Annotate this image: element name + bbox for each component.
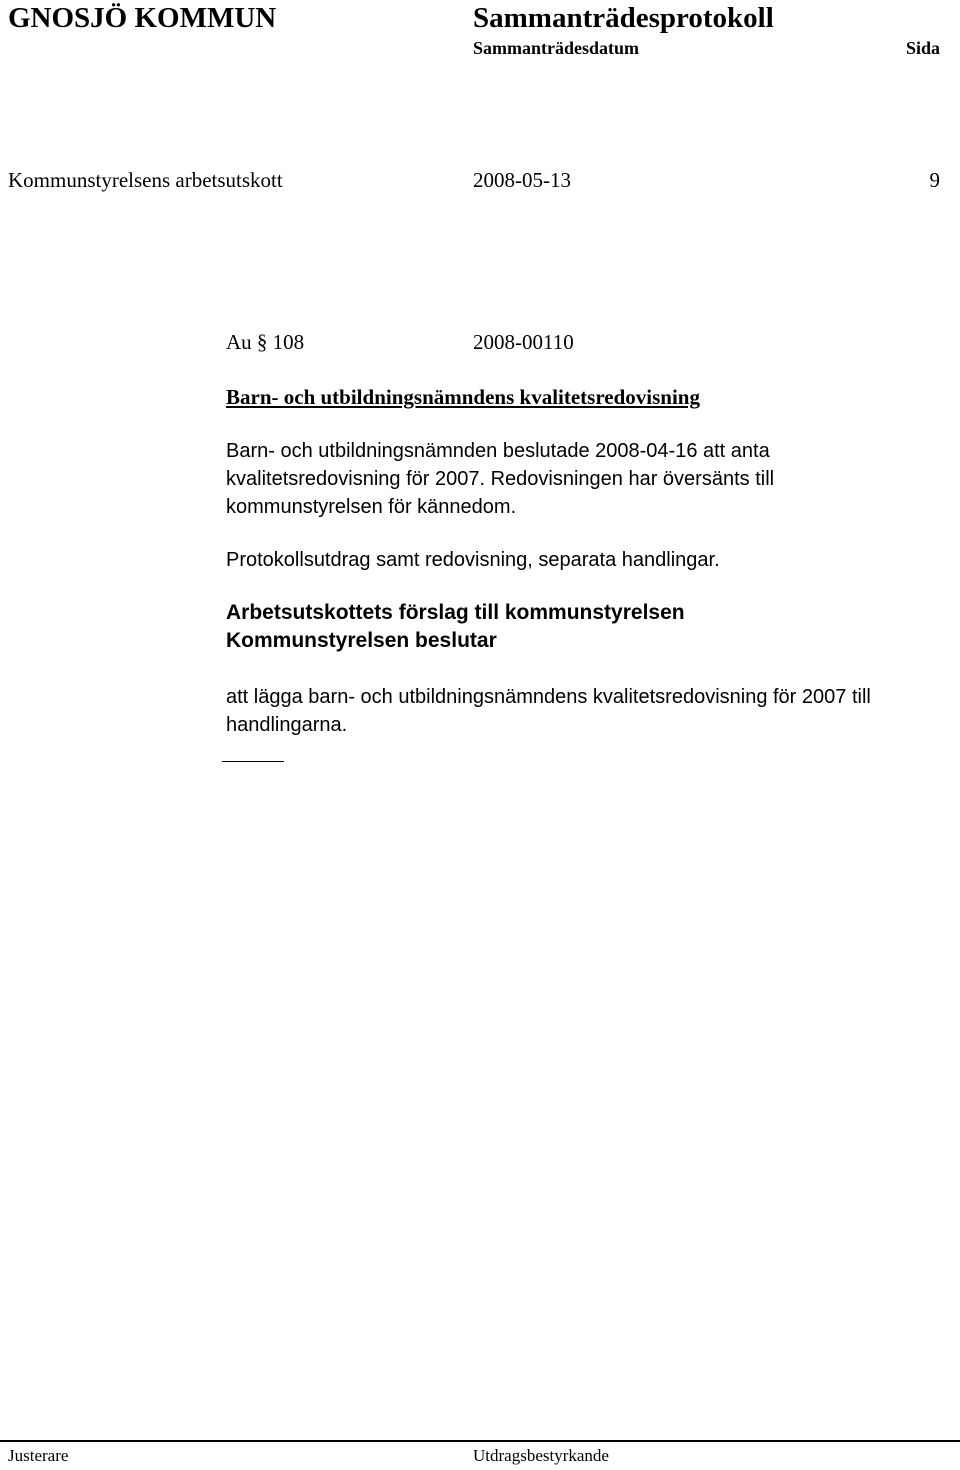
end-of-item-rule (222, 761, 284, 762)
page-label: Sida (905, 38, 940, 58)
footer-utdragsbestyrkande-label: Utdragsbestyrkande (473, 1446, 609, 1465)
proposal-heading: Arbetsutskottets förslag till kommunstyrelsen (226, 601, 685, 624)
paragraph-reference: Au § 108 (226, 330, 305, 354)
case-number: 2008-00110 (473, 330, 574, 354)
footer-justerare-label: Justerare (8, 1446, 69, 1465)
decision-heading: Kommunstyrelsen beslutar (226, 629, 497, 652)
page-number: 9 (929, 168, 940, 192)
item-title: Barn- och utbildningsnämndens kvalitetsredovisning (226, 385, 700, 409)
committee-name: Kommunstyrelsens arbetsutskott (8, 168, 283, 192)
meeting-date: 2008-05-13 (473, 168, 571, 192)
document-type: Sammanträdesprotokoll (473, 2, 774, 34)
intro-paragraph: Barn- och utbildningsnämnden beslutade 2008-04-16 att anta kvalitetsredovisning för 2007. Redovisningen har översänts till kommunstyrelsen för kännedom. (226, 440, 775, 518)
decision-paragraph: att lägga barn- och utbildningsnämndens kvalitetsredovisning för 2007 till handlingarna. (226, 686, 871, 736)
municipality-name: GNOSJÖ KOMMUN (8, 2, 277, 34)
attachments-paragraph: Protokollsutdrag samt redovisning, separata handlingar. (226, 549, 720, 571)
footer-divider (0, 1440, 960, 1442)
meeting-date-label: Sammanträdesdatum (473, 38, 640, 58)
